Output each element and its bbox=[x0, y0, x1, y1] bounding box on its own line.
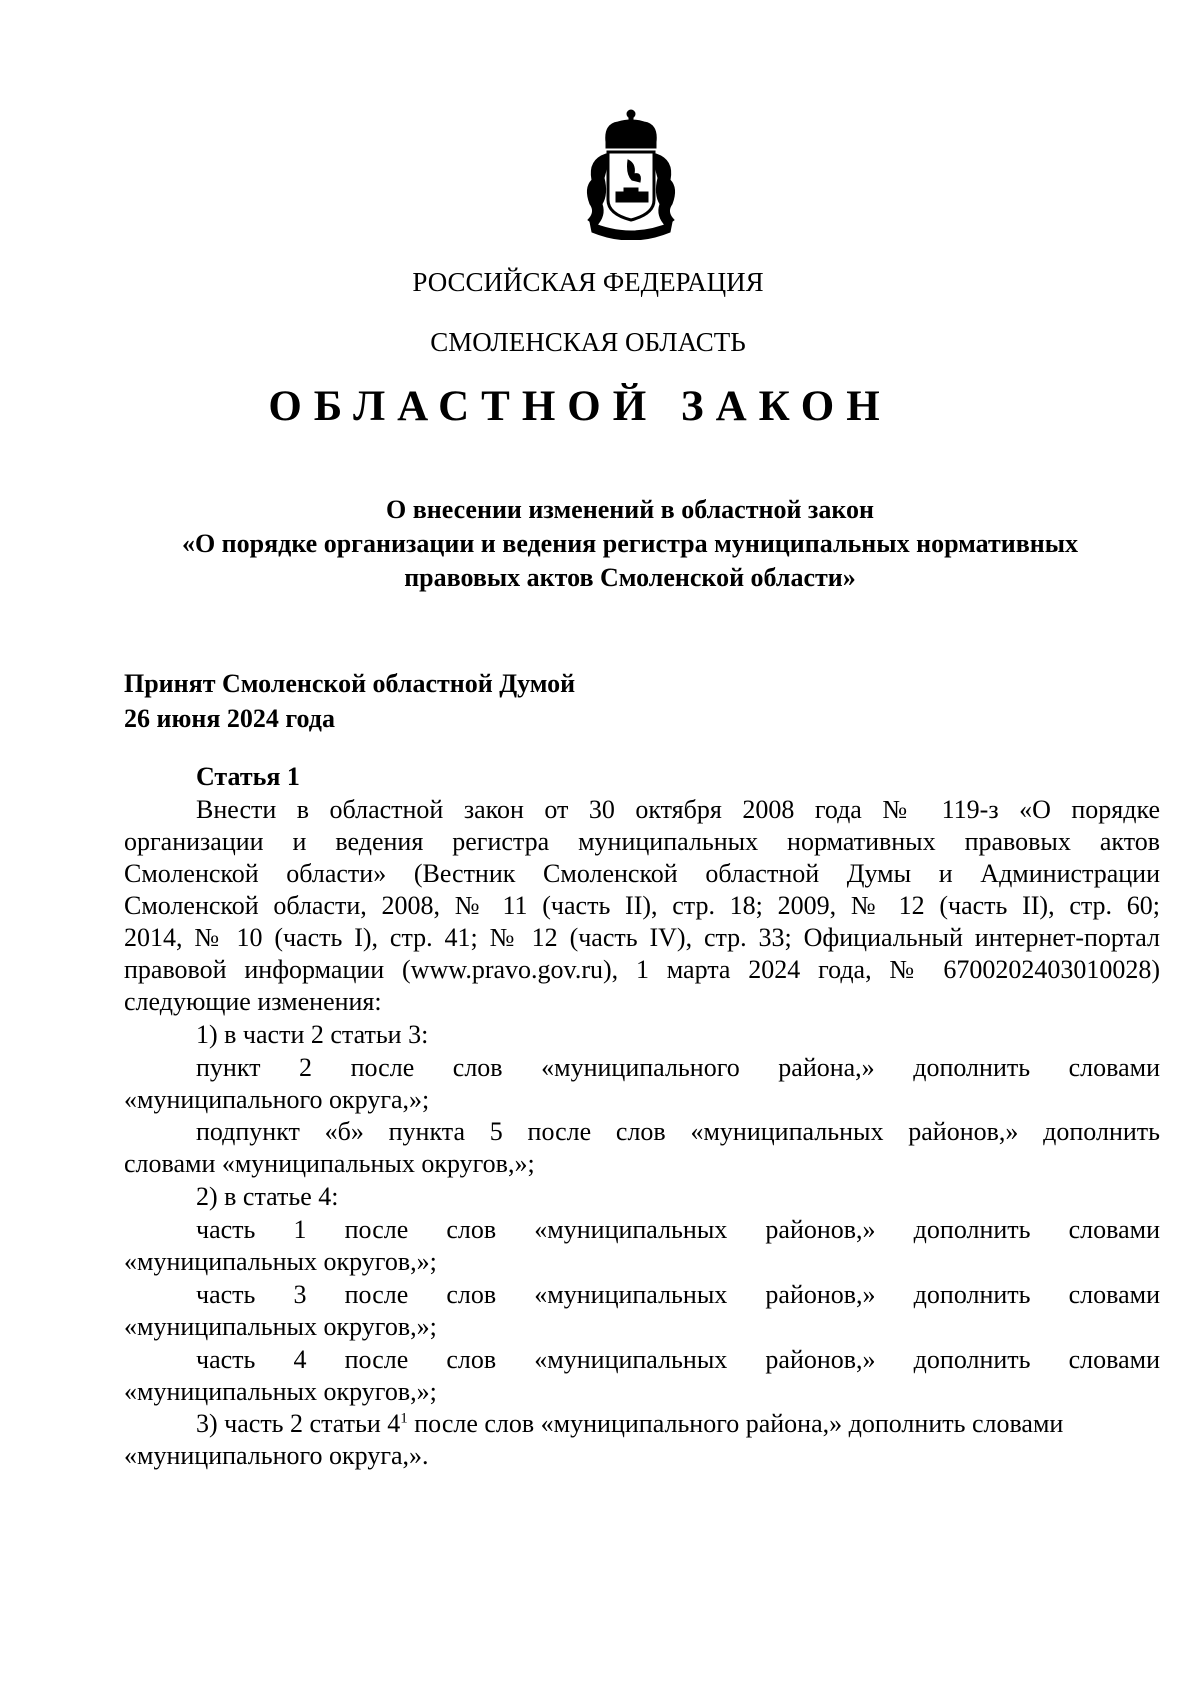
paragraph-line: правовой информации (www.pravo.gov.ru), 1 марта 2024 года, № 6700202403010028) bbox=[124, 955, 1160, 984]
title-line-1: О внесении изменений в областной закон bbox=[385, 495, 875, 524]
paragraph-line: часть 3 после слов «муниципальных районов,» дополнить словами bbox=[196, 1280, 1160, 1309]
paragraph-line: «муниципального округа,». bbox=[124, 1441, 429, 1470]
paragraph-line: «муниципальных округов,»; bbox=[124, 1377, 437, 1406]
paragraph-line bbox=[196, 1409, 1160, 1439]
paragraph-line: Смоленской области» (Вестник Смоленской областной Думы и Администрации bbox=[124, 859, 1160, 888]
paragraph-line: подпункт «б» пункта 5 после слов «муниципальных районов,» дополнить bbox=[196, 1117, 1160, 1146]
paragraph-line: 2014, № 10 (часть I), стр. 41; № 12 (часть IV), стр. 33; Официальный интернет-портал bbox=[124, 923, 1160, 952]
title-line-2: «О порядке организации и ведения регистра муниципальных нормативных bbox=[181, 529, 1079, 558]
paragraph-line: следующие изменения: bbox=[124, 987, 382, 1016]
item-heading: 2) в статье 4: bbox=[196, 1182, 339, 1211]
document-type: ОБЛАСТНОЙ ЗАКОН bbox=[268, 383, 892, 430]
paragraph-line: Внести в областной закон от 30 октября 2008 года № 119-з «О порядке bbox=[196, 795, 1160, 824]
paragraph-line: Смоленской области, 2008, № 11 (часть II), стр. 18; 2009, № 12 (часть II), стр. 60; bbox=[124, 891, 1160, 920]
paragraph-line: организации и ведения регистра муниципальных нормативных правовых актов bbox=[124, 827, 1160, 856]
coat-of-arms-icon bbox=[576, 108, 686, 240]
paragraph-line: пункт 2 после слов «муниципального района,» дополнить словами bbox=[196, 1053, 1160, 1082]
paragraph-line: часть 1 после слов «муниципальных районов,» дополнить словами bbox=[196, 1215, 1160, 1244]
adoption-body: Принят Смоленской областной Думой bbox=[124, 669, 576, 698]
title-line-3: правовых актов Смоленской области» bbox=[404, 563, 856, 592]
article-heading: Статья 1 bbox=[196, 762, 300, 791]
adoption-date: 26 июня 2024 года bbox=[124, 704, 335, 733]
paragraph-line: словами «муниципальных округов,»; bbox=[124, 1149, 535, 1178]
region-name: СМОЛЕНСКАЯ ОБЛАСТЬ bbox=[430, 327, 746, 357]
item-heading: 1) в части 2 статьи 3: bbox=[196, 1020, 429, 1049]
item-text: 3) часть 2 статьи 4 bbox=[196, 1409, 401, 1438]
paragraph-line: «муниципальных округов,»; bbox=[124, 1312, 437, 1341]
paragraph-line: «муниципального округа,»; bbox=[124, 1085, 430, 1114]
country-name: РОССИЙСКАЯ ФЕДЕРАЦИЯ bbox=[412, 267, 764, 297]
item-text: после слов «муниципального района,» дополнить словами bbox=[414, 1409, 1064, 1438]
paragraph-line: часть 4 после слов «муниципальных районов,» дополнить словами bbox=[196, 1345, 1160, 1374]
adoption-info bbox=[124, 666, 575, 736]
paragraph-line: «муниципальных округов,»; bbox=[124, 1247, 437, 1276]
superscript: 1 bbox=[400, 1410, 408, 1427]
